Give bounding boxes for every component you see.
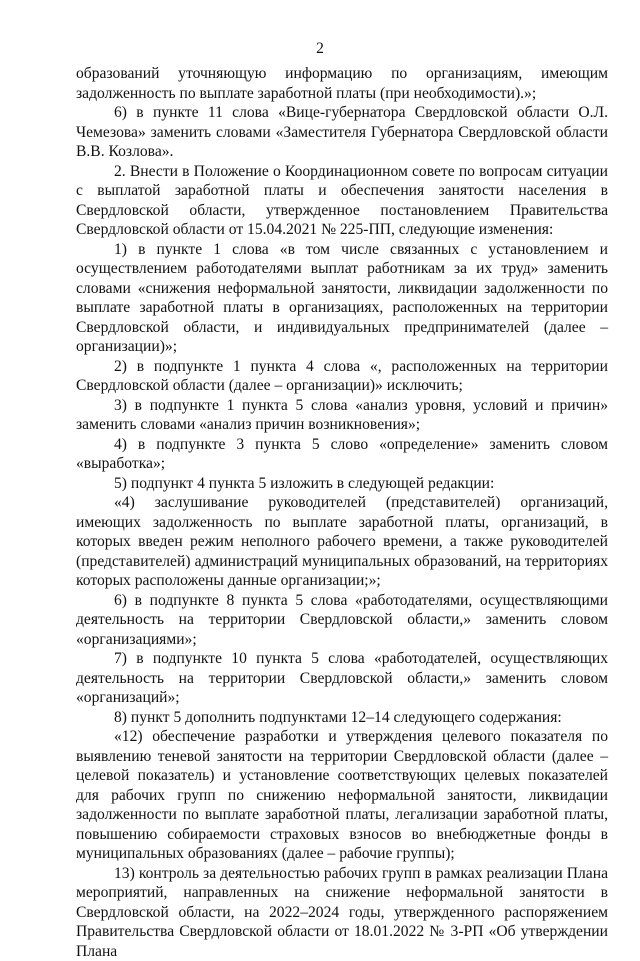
paragraph-item-2: 2) в подпункте 1 пункта 4 слова «, расположенных на территории Свердловской области (далее – организации)» исключить;	[76, 357, 608, 396]
paragraph-item-6b: 6) в подпункте 8 пункта 5 слова «работодателями, осуществляющими деятельность на территории Свердловской области,» заменить словом «организациями»;	[76, 591, 608, 650]
paragraph-section-2: 2. Внести в Положение о Координационном совете по вопросам ситуации с выплатой заработной платы и обеспечения занятости населения в Свердловской области, утвержденное постановлением Правительства Свердловской области от 15.04.2021 № 225-ПП, следующие изменения:	[76, 162, 608, 240]
paragraph-item-7: 7) в подпункте 10 пункта 5 слова «работодателей, осуществляющих деятельность на территории Свердловской области,» заменить словом «организаций»;	[76, 649, 608, 708]
paragraph-item-1: 1) в пункте 1 слова «в том числе связанных с установлением и осуществлением работодателями выплат работникам за их труд» заменить словами «снижения неформальной занятости, ликвидации задолженности по выплате заработной платы в организациях, расположенных на территории Свердловской области, и индивидуальных предпринимателей (далее – организации)»;	[76, 240, 608, 357]
paragraph-quoted-subitem-12: «12) обеспечение разработки и утверждения целевого показателя по выявлению теневой занятости на территории Свердловской области (далее – целевой показатель) и установление соответствующих целевых показателей для рабочих групп по снижению неформальной занятости, ликвидации задолженности по выплате заработной платы, легализации заработной платы, повышению собираемости страховых взносов во внебюджетные фонды в муниципальных образованиях (далее – рабочие группы);	[76, 727, 608, 864]
paragraph-quoted-subitem-4: «4) заслушивание руководителей (представителей) организаций, имеющих задолженность по выплате заработной платы, организаций, в которых введен режим неполного рабочего времени, а также руководителей (представителей) администраций муниципальных образований, на территориях которых расположены данные организации;»;	[76, 493, 608, 591]
paragraph-item-5: 5) подпункт 4 пункта 5 изложить в следующей редакции:	[76, 474, 608, 494]
paragraph-item-4: 4) в подпункте 3 пункта 5 слово «определение» заменить словом «выработка»;	[76, 435, 608, 474]
paragraph-subitem-13: 13) контроль за деятельностью рабочих групп в рамках реализации Плана мероприятий, направленных на снижение неформальной занятости в Свердловской области, на 2022–2024 годы, утвержденного распоряжением Правительства Свердловской области от 18.01.2022 № 3-РП «Об утверждении Плана	[76, 864, 608, 961]
paragraph-continuation: образований уточняющую информацию по организациям, имеющим задолженность по выплате заработной платы (при необходимости).»;	[76, 64, 608, 103]
paragraph-item-6: 6) в пункте 11 слова «Вице-губернатора Свердловской области О.Л. Чемезова» заменить словами «Заместителя Губернатора Свердловской области В.В. Козлова».	[76, 103, 608, 162]
paragraph-item-8: 8) пункт 5 дополнить подпунктами 12–14 следующего содержания:	[76, 708, 608, 728]
paragraph-item-3: 3) в подпункте 1 пункта 5 слова «анализ уровня, условий и причин» заменить словами «анализ причин возникновения»;	[76, 396, 608, 435]
document-body	[76, 64, 608, 961]
page-number: 2	[0, 40, 640, 58]
